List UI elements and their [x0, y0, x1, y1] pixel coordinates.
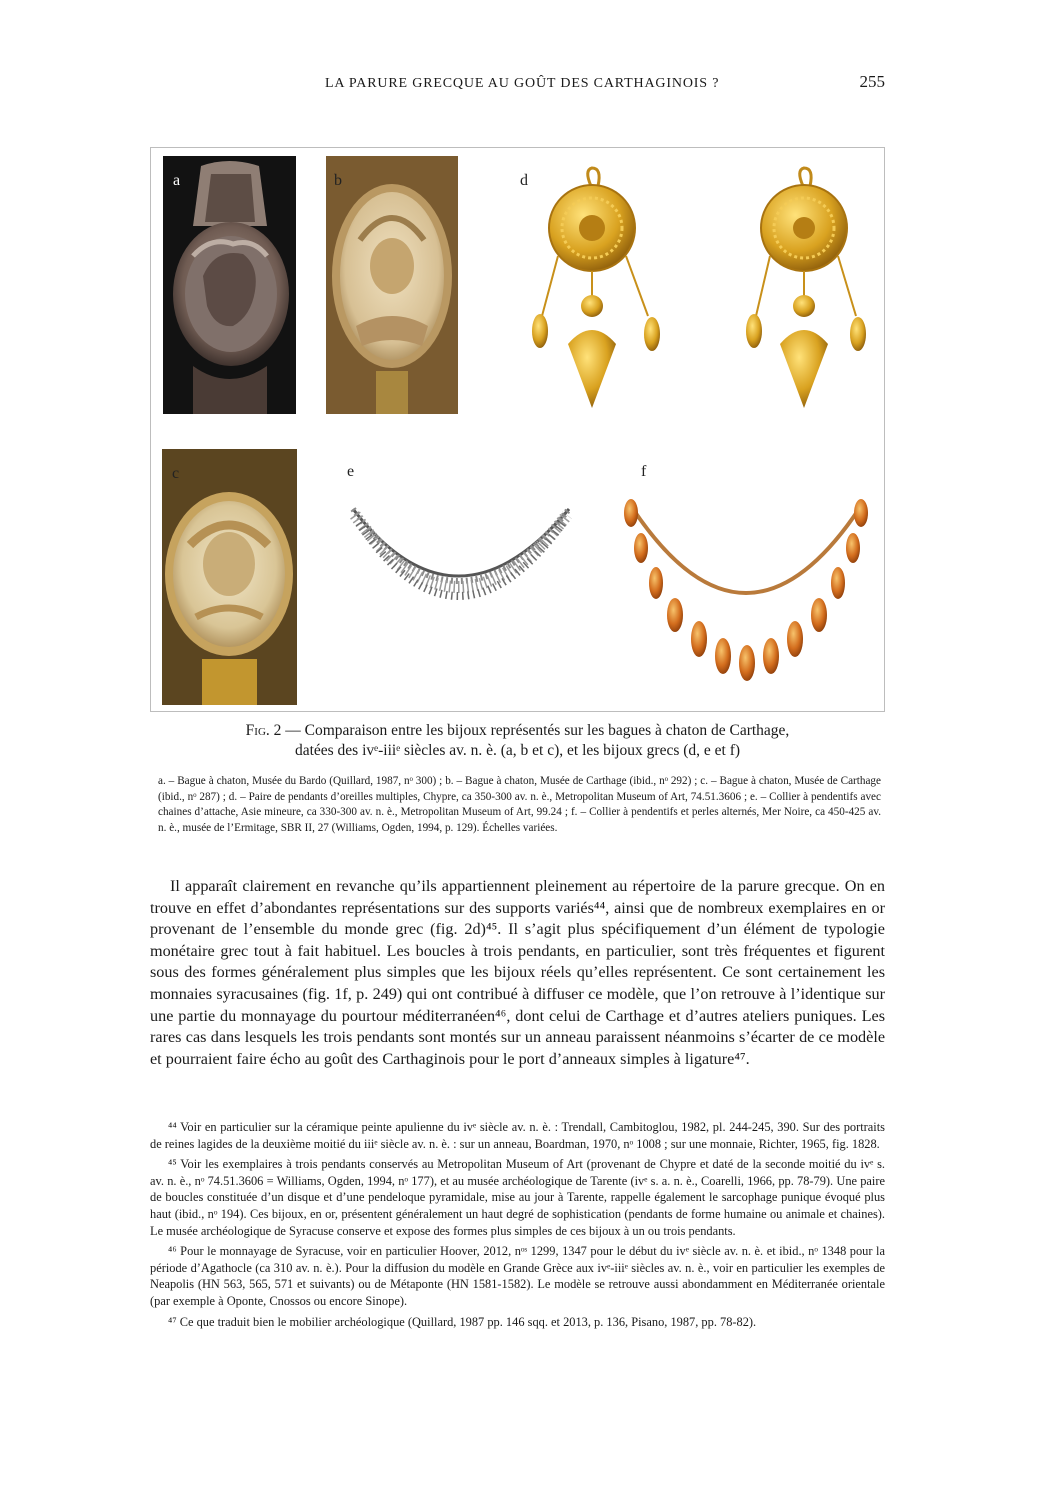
panel-label-b: b [334, 172, 342, 189]
footnote-44: ⁴⁴ Voir en particulier sur la céramique peinte apulienne du ivᵉ siècle av. n. è. : Trendall, Cambitoglou, 1982, pl. 244-245, 390. Sur des portraits de reines lagides de la deuxième moitié du iiiᵉ siècle av. n. è. : sur un anneau, Boardman, 1970, nᵒ 1008 ; sur une monnaie, Richter, 1965, fig. 1828. [150, 1120, 885, 1151]
panel-label-f: f [641, 463, 647, 480]
footnotes [150, 1119, 885, 1334]
caption-line-2: datées des ivᵉ-iiiᵉ siècles av. n. è. (a, b et c), et les bijoux grecs (d, e et f) [294, 742, 741, 759]
panel-label-a: a [173, 172, 181, 189]
figure-plate [150, 147, 885, 712]
footnote-45: ⁴⁵ Voir les exemplaires à trois pendants conservés au Metropolitan Museum of Art (provenant de Chypre et daté de la seconde moitié du ivᵉ s. av. n. è., nᵒ 74.51.3606 = Williams, Ogden, 1994, nᵒ 177), et au musée archéologique de Tarente (ivᵉ s. a. n. è., Coarelli, 1966, pp. 78-79). Une paire de boucles constituée d’un disque et d’une pendeloque pyramidale, mise au jour à Tarente, rappelle également le sarcophage punique évoqué plus haut (ibid., nᵒ 194). Ces bijoux, en or, présentent généralement un haut degré de sophistication (pendants de forme humaine ou animale et chaines). Le musée archéologique de Syracuse conserve et expose des formes plus simples de ces bijoux à un ou trois pendants. [150, 1157, 885, 1238]
footnote-46: ⁴⁶ Pour le monnayage de Syracuse, voir en particulier Hoover, 2012, nᵒˢ 1299, 1347 pour le début du ivᵉ siècle av. n. è. et ibid., nᵒ 1348 pour la période d’Agathocle (ca 310 av. n. è.). Pour la diffusion du modèle en Grande Grèce aux ivᵉ-iiiᵉ siècles av. n. è., voir en particulier les exemples de Neapolis (HN 563, 565, 571 et suivants) ou de Métaponte (HN 1581-1582). Le modèle se retrouve aussi abondamment en Méditerranée orientale (par exemple à Oponte, Cnossos ou encore Sinope). [150, 1244, 885, 1308]
panel-label-c: c [172, 465, 180, 482]
page-number: 255 [859, 72, 885, 91]
ring-image-a [163, 156, 296, 414]
figure-number: Fig. 2 [245, 722, 282, 739]
necklace-image-f [611, 453, 881, 698]
necklace-image-e [331, 453, 581, 658]
figure-caption [150, 721, 885, 761]
figure-credits: a. – Bague à chaton, Musée du Bardo (Quillard, 1987, nᵒ 300) ; b. – Bague à chaton, Musée de Carthage (ibid., nᵒ 292) ; c. – Bague à chaton, Musée de Carthage (ibid., nᵒ 287) ; d. – Paire de pendants d’oreilles multiples, Chypre, ca 350-300 av. n. è., Metropolitan Museum of Art, 74.51.3606 ; e. – Collier à pendentifs avec chaines d’attache, Asie mineure, ca 330-300 av. n. è., Metropolitan Museum of Art, 99.24 ; f. – Collier à pendentifs et perles alternés, Mer Noire, ca 450-425 av. n. è., musée de l’Ermitage, SBR II, 27 (Williams, Ogden, 1994, p. 129). Échelles variées. [158, 775, 881, 834]
earrings-image-d [506, 156, 886, 416]
running-title: LA PARURE GRECQUE AU GOÛT DES CARTHAGINOIS ? [325, 76, 720, 91]
ring-image-c [162, 449, 297, 705]
ring-image-b [326, 156, 458, 414]
caption-line-1: — Comparaison entre les bijoux représentés sur les bagues à chaton de Carthage, [281, 722, 790, 739]
footnote-47: ⁴⁷ Ce que traduit bien le mobilier archéologique (Quillard, 1987 pp. 146 sqq. et 2013, p. 136, Pisano, 1987, pp. 78-82). [168, 1314, 757, 1329]
body-paragraph: Il apparaît clairement en revanche qu’ils appartiennent pleinement au répertoire de la parure grecque. On en trouve en effet d’abondantes représentations sur des supports variés⁴⁴, ainsi que de nombreux exemplaires en or provenant de l’ensemble du monde grec (fig. 2d)⁴⁵. Il s’agit plus spécifiquement d’un élément de typologie monétaire grec tout à fait habituel. Les boucles à trois pendants, en particulier, sont très fréquentes et figurent sous des formes généralement plus simples que les bijoux réels qu’elles représentent. Ce sont certainement les monnaies syracusaines (fig. 1f, p. 249) qui ont contribué à diffuser ce modèle, que l’on retrouve à l’identique sur une partie du monnayage du pourtour méditerranéen⁴⁶, dont celui de Carthage et d’autres ateliers puniques. Les rares cas dans lesquels les trois pendants sont montés sur un anneau paraissent néanmoins s’écarter de ce modèle et pourraient faire écho au goût des Carthaginois pour le port d’anneaux simples à ligature⁴⁷. [150, 877, 885, 1068]
panel-label-d: d [520, 172, 528, 189]
panel-label-e: e [347, 463, 355, 480]
